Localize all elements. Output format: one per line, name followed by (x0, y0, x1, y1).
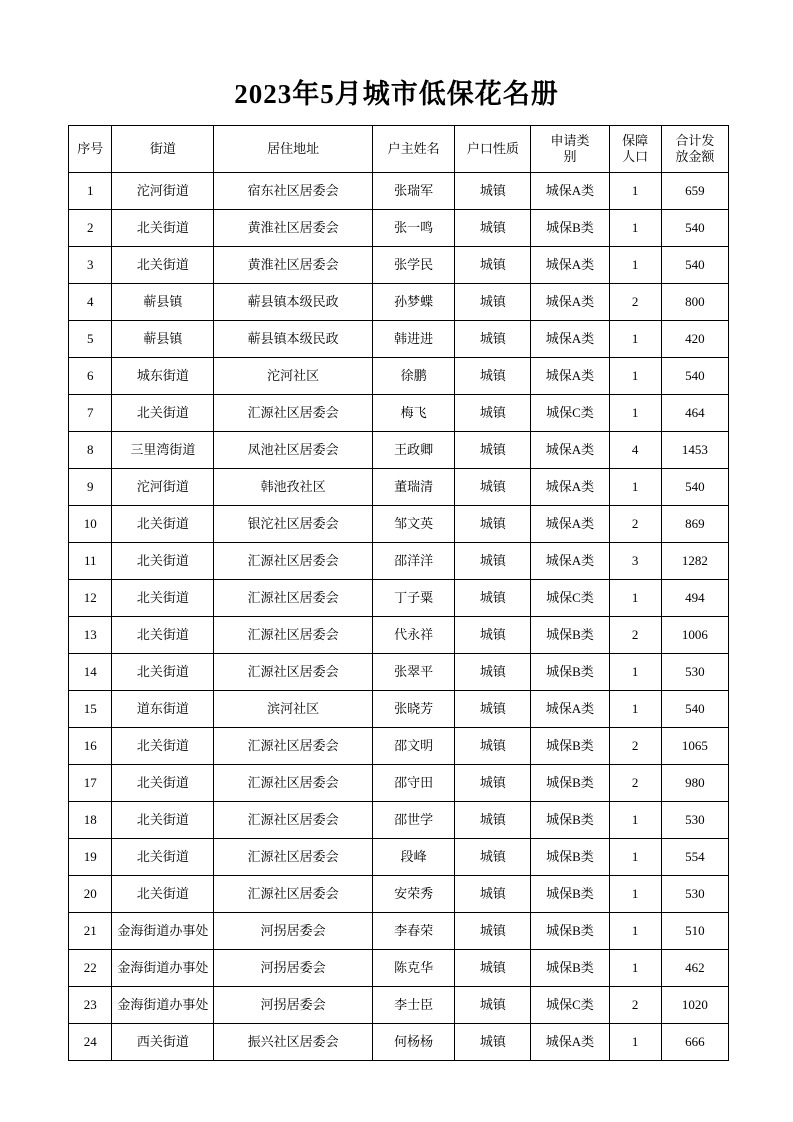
cell-total-amount: 530 (661, 876, 728, 913)
cell-seq: 17 (69, 765, 112, 802)
table-row (69, 432, 729, 469)
cell-application-category: 城保A类 (531, 1024, 609, 1061)
cell-people-count: 4 (609, 432, 661, 469)
cell-name: 张瑞军 (372, 173, 455, 210)
cell-address: 河拐居委会 (214, 913, 372, 950)
cell-address: 滨河社区 (214, 691, 372, 728)
cell-street: 蕲县镇 (112, 321, 214, 358)
cell-application-category: 城保B类 (531, 802, 609, 839)
table-row (69, 765, 729, 802)
cell-seq: 2 (69, 210, 112, 247)
cell-address: 黄淮社区居委会 (214, 247, 372, 284)
cell-address: 黄淮社区居委会 (214, 210, 372, 247)
cell-address: 蕲县镇本级民政 (214, 284, 372, 321)
cell-people-count: 1 (609, 358, 661, 395)
column-header-seq: 序号 (69, 126, 112, 173)
cell-seq: 9 (69, 469, 112, 506)
cell-street: 北关街道 (112, 506, 214, 543)
cell-people-count: 2 (609, 987, 661, 1024)
table-row (69, 987, 729, 1024)
cell-total-amount: 530 (661, 802, 728, 839)
cell-people-count: 1 (609, 654, 661, 691)
cell-address: 韩池孜社区 (214, 469, 372, 506)
roster-table (68, 125, 729, 1061)
cell-people-count: 2 (609, 284, 661, 321)
cell-address: 汇源社区居委会 (214, 802, 372, 839)
cell-address: 蕲县镇本级民政 (214, 321, 372, 358)
table-row (69, 728, 729, 765)
cell-application-category: 城保C类 (531, 580, 609, 617)
cell-name: 梅飞 (372, 395, 455, 432)
cell-people-count: 3 (609, 543, 661, 580)
cell-seq: 13 (69, 617, 112, 654)
column-header-name: 户主姓名 (372, 126, 455, 173)
cell-seq: 21 (69, 913, 112, 950)
cell-name: 邵文明 (372, 728, 455, 765)
column-header-street: 街道 (112, 126, 214, 173)
cell-people-count: 1 (609, 469, 661, 506)
table-row (69, 950, 729, 987)
cell-address: 汇源社区居委会 (214, 543, 372, 580)
cell-name: 何杨杨 (372, 1024, 455, 1061)
table-row (69, 358, 729, 395)
cell-seq: 23 (69, 987, 112, 1024)
cell-application-category: 城保A类 (531, 432, 609, 469)
cell-name: 陈克华 (372, 950, 455, 987)
cell-household-type: 城镇 (455, 839, 531, 876)
cell-street: 北关街道 (112, 210, 214, 247)
cell-address: 汇源社区居委会 (214, 395, 372, 432)
cell-address: 汇源社区居委会 (214, 728, 372, 765)
cell-address: 振兴社区居委会 (214, 1024, 372, 1061)
table-row (69, 839, 729, 876)
cell-name: 董瑞清 (372, 469, 455, 506)
cell-address: 银沱社区居委会 (214, 506, 372, 543)
table-row (69, 691, 729, 728)
cell-household-type: 城镇 (455, 580, 531, 617)
table-row (69, 913, 729, 950)
cell-application-category: 城保A类 (531, 358, 609, 395)
cell-street: 北关街道 (112, 728, 214, 765)
cell-total-amount: 530 (661, 654, 728, 691)
cell-application-category: 城保B类 (531, 210, 609, 247)
cell-total-amount: 554 (661, 839, 728, 876)
table-row (69, 321, 729, 358)
cell-people-count: 1 (609, 173, 661, 210)
column-header-total-amount-line2: 放金额 (675, 149, 715, 164)
cell-people-count: 1 (609, 802, 661, 839)
cell-total-amount: 540 (661, 358, 728, 395)
cell-address: 汇源社区居委会 (214, 580, 372, 617)
column-header-address: 居住地址 (214, 126, 372, 173)
cell-application-category: 城保B类 (531, 728, 609, 765)
cell-household-type: 城镇 (455, 950, 531, 987)
cell-street: 西关街道 (112, 1024, 214, 1061)
cell-seq: 18 (69, 802, 112, 839)
cell-application-category: 城保A类 (531, 173, 609, 210)
cell-seq: 11 (69, 543, 112, 580)
cell-application-category: 城保A类 (531, 321, 609, 358)
cell-address: 汇源社区居委会 (214, 839, 372, 876)
cell-household-type: 城镇 (455, 506, 531, 543)
cell-application-category: 城保B类 (531, 950, 609, 987)
table-row (69, 1024, 729, 1061)
cell-name: 丁子粟 (372, 580, 455, 617)
cell-street: 沱河街道 (112, 173, 214, 210)
cell-household-type: 城镇 (455, 469, 531, 506)
cell-total-amount: 1065 (661, 728, 728, 765)
table-row (69, 247, 729, 284)
table-row (69, 802, 729, 839)
cell-street: 北关街道 (112, 580, 214, 617)
cell-address: 汇源社区居委会 (214, 617, 372, 654)
table-row (69, 395, 729, 432)
cell-people-count: 1 (609, 1024, 661, 1061)
cell-name: 孙梦蝶 (372, 284, 455, 321)
cell-seq: 15 (69, 691, 112, 728)
cell-street: 沱河街道 (112, 469, 214, 506)
cell-name: 张学民 (372, 247, 455, 284)
cell-total-amount: 1020 (661, 987, 728, 1024)
cell-street: 北关街道 (112, 654, 214, 691)
column-header-application-category-line2: 别 (563, 149, 577, 164)
cell-total-amount: 510 (661, 913, 728, 950)
cell-seq: 1 (69, 173, 112, 210)
cell-household-type: 城镇 (455, 395, 531, 432)
column-header-total-amount (661, 126, 728, 173)
cell-name: 段峰 (372, 839, 455, 876)
cell-total-amount: 464 (661, 395, 728, 432)
table-row (69, 469, 729, 506)
cell-application-category: 城保A类 (531, 284, 609, 321)
cell-street: 北关街道 (112, 617, 214, 654)
cell-household-type: 城镇 (455, 617, 531, 654)
cell-people-count: 2 (609, 728, 661, 765)
cell-name: 代永祥 (372, 617, 455, 654)
cell-household-type: 城镇 (455, 987, 531, 1024)
cell-total-amount: 666 (661, 1024, 728, 1061)
cell-total-amount: 540 (661, 247, 728, 284)
cell-name: 李士臣 (372, 987, 455, 1024)
cell-seq: 24 (69, 1024, 112, 1061)
cell-name: 张一鸣 (372, 210, 455, 247)
cell-seq: 22 (69, 950, 112, 987)
cell-street: 北关街道 (112, 765, 214, 802)
cell-application-category: 城保C类 (531, 395, 609, 432)
cell-household-type: 城镇 (455, 913, 531, 950)
cell-household-type: 城镇 (455, 765, 531, 802)
cell-name: 邵世学 (372, 802, 455, 839)
page-title: 2023年5月城市低保花名册 (234, 79, 559, 109)
cell-household-type: 城镇 (455, 358, 531, 395)
cell-seq: 3 (69, 247, 112, 284)
cell-total-amount: 494 (661, 580, 728, 617)
cell-application-category: 城保C类 (531, 987, 609, 1024)
cell-total-amount: 980 (661, 765, 728, 802)
cell-total-amount: 1006 (661, 617, 728, 654)
cell-name: 安荣秀 (372, 876, 455, 913)
cell-street: 三里湾街道 (112, 432, 214, 469)
column-header-application-category (531, 126, 609, 173)
cell-application-category: 城保A类 (531, 247, 609, 284)
cell-total-amount: 462 (661, 950, 728, 987)
table-row (69, 654, 729, 691)
cell-street: 金海街道办事处 (112, 987, 214, 1024)
cell-address: 凤池社区居委会 (214, 432, 372, 469)
cell-total-amount: 540 (661, 469, 728, 506)
cell-street: 金海街道办事处 (112, 913, 214, 950)
cell-total-amount: 1453 (661, 432, 728, 469)
cell-people-count: 1 (609, 950, 661, 987)
column-header-people-count-line1: 保障 (622, 133, 649, 149)
cell-street: 北关街道 (112, 247, 214, 284)
table-row (69, 210, 729, 247)
cell-address: 汇源社区居委会 (214, 765, 372, 802)
cell-household-type: 城镇 (455, 691, 531, 728)
cell-household-type: 城镇 (455, 654, 531, 691)
cell-household-type: 城镇 (455, 173, 531, 210)
cell-address: 河拐居委会 (214, 987, 372, 1024)
table-header (69, 126, 729, 173)
cell-name: 邵洋洋 (372, 543, 455, 580)
cell-street: 城东街道 (112, 358, 214, 395)
cell-people-count: 1 (609, 210, 661, 247)
cell-seq: 8 (69, 432, 112, 469)
cell-name: 张翠平 (372, 654, 455, 691)
cell-people-count: 2 (609, 617, 661, 654)
cell-application-category: 城保A类 (531, 469, 609, 506)
cell-total-amount: 800 (661, 284, 728, 321)
cell-street: 道东街道 (112, 691, 214, 728)
cell-seq: 20 (69, 876, 112, 913)
cell-people-count: 2 (609, 506, 661, 543)
table-body (69, 173, 729, 1061)
cell-street: 北关街道 (112, 543, 214, 580)
cell-application-category: 城保A类 (531, 691, 609, 728)
roster-table-container (0, 125, 793, 1061)
cell-name: 李春荣 (372, 913, 455, 950)
cell-seq: 4 (69, 284, 112, 321)
cell-application-category: 城保B类 (531, 876, 609, 913)
table-row (69, 580, 729, 617)
cell-household-type: 城镇 (455, 543, 531, 580)
cell-application-category: 城保B类 (531, 839, 609, 876)
cell-people-count: 1 (609, 876, 661, 913)
column-header-total-amount-line1: 合计发 (675, 133, 715, 149)
cell-seq: 14 (69, 654, 112, 691)
cell-name: 邵守田 (372, 765, 455, 802)
cell-household-type: 城镇 (455, 728, 531, 765)
cell-street: 蕲县镇 (112, 284, 214, 321)
table-row (69, 284, 729, 321)
column-header-people-count (609, 126, 661, 173)
cell-seq: 19 (69, 839, 112, 876)
cell-name: 邹文英 (372, 506, 455, 543)
cell-street: 北关街道 (112, 876, 214, 913)
table-row (69, 173, 729, 210)
cell-address: 沱河社区 (214, 358, 372, 395)
cell-total-amount: 540 (661, 210, 728, 247)
cell-people-count: 2 (609, 765, 661, 802)
table-row (69, 506, 729, 543)
cell-household-type: 城镇 (455, 432, 531, 469)
cell-people-count: 1 (609, 321, 661, 358)
cell-name: 徐鹏 (372, 358, 455, 395)
cell-total-amount: 420 (661, 321, 728, 358)
cell-seq: 12 (69, 580, 112, 617)
cell-address: 宿东社区居委会 (214, 173, 372, 210)
cell-application-category: 城保A类 (531, 506, 609, 543)
table-header-row (69, 126, 729, 173)
cell-household-type: 城镇 (455, 321, 531, 358)
cell-application-category: 城保B类 (531, 617, 609, 654)
cell-household-type: 城镇 (455, 876, 531, 913)
cell-name: 韩进进 (372, 321, 455, 358)
cell-household-type: 城镇 (455, 284, 531, 321)
cell-name: 王政卿 (372, 432, 455, 469)
cell-people-count: 1 (609, 691, 661, 728)
column-header-household-type: 户口性质 (455, 126, 531, 173)
cell-people-count: 1 (609, 839, 661, 876)
cell-seq: 5 (69, 321, 112, 358)
column-header-application-category-line1: 申请类 (550, 133, 590, 149)
cell-people-count: 1 (609, 395, 661, 432)
cell-street: 北关街道 (112, 395, 214, 432)
cell-people-count: 1 (609, 580, 661, 617)
cell-total-amount: 1282 (661, 543, 728, 580)
cell-name: 张晓芳 (372, 691, 455, 728)
column-header-people-count-line2: 人口 (622, 149, 649, 164)
cell-people-count: 1 (609, 247, 661, 284)
cell-total-amount: 869 (661, 506, 728, 543)
cell-application-category: 城保B类 (531, 654, 609, 691)
table-row (69, 617, 729, 654)
table-row (69, 876, 729, 913)
cell-total-amount: 659 (661, 173, 728, 210)
cell-household-type: 城镇 (455, 802, 531, 839)
cell-application-category: 城保B类 (531, 913, 609, 950)
cell-application-category: 城保B类 (531, 765, 609, 802)
cell-address: 汇源社区居委会 (214, 654, 372, 691)
cell-street: 北关街道 (112, 802, 214, 839)
cell-household-type: 城镇 (455, 1024, 531, 1061)
cell-address: 汇源社区居委会 (214, 876, 372, 913)
cell-street: 金海街道办事处 (112, 950, 214, 987)
cell-household-type: 城镇 (455, 210, 531, 247)
cell-seq: 6 (69, 358, 112, 395)
cell-seq: 7 (69, 395, 112, 432)
table-row (69, 543, 729, 580)
cell-seq: 16 (69, 728, 112, 765)
cell-application-category: 城保A类 (531, 543, 609, 580)
cell-address: 河拐居委会 (214, 950, 372, 987)
cell-total-amount: 540 (661, 691, 728, 728)
cell-seq: 10 (69, 506, 112, 543)
cell-people-count: 1 (609, 913, 661, 950)
cell-street: 北关街道 (112, 839, 214, 876)
cell-household-type: 城镇 (455, 247, 531, 284)
